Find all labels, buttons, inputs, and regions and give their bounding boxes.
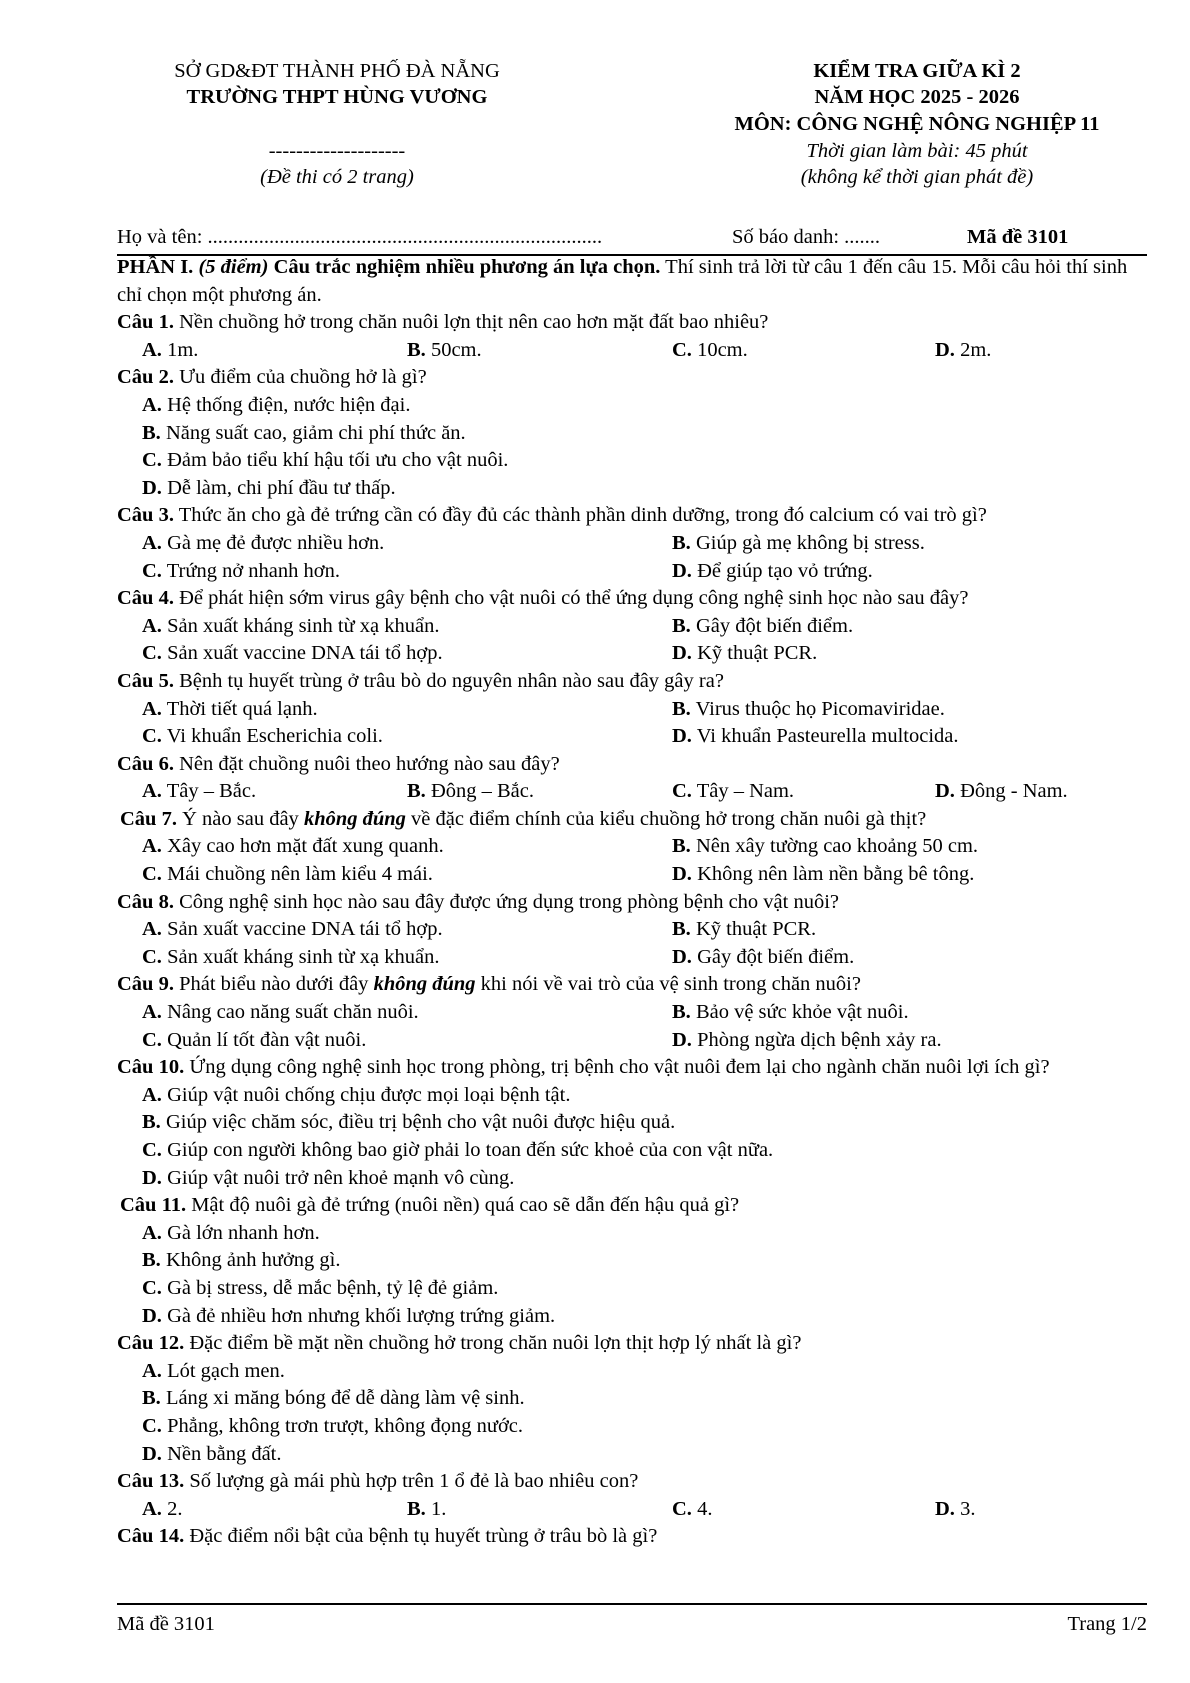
options-row [117, 861, 1152, 889]
answer-option[interactable] [672, 999, 909, 1027]
answer-option[interactable] [672, 640, 817, 668]
options-row [117, 1385, 1152, 1413]
answer-option[interactable] [142, 1305, 555, 1327]
part-points: (5 điểm) [198, 256, 269, 278]
option-letter: A. [142, 697, 162, 720]
options-row [117, 613, 1152, 641]
option-text: 1m. [167, 338, 199, 361]
page-footer [117, 1603, 1147, 1645]
option-text: Lót gạch men. [167, 1359, 285, 1382]
question-text: Số lượng gà mái phù hợp trên 1 ổ đẻ là bao nhiêu con? [189, 1470, 639, 1493]
option-letter: A. [142, 614, 162, 637]
answer-option[interactable] [672, 696, 945, 724]
question-text: Thức ăn cho gà đẻ trứng cần có đầy đủ các thành phần dinh dưỡng, trong đó calcium có vai trò gì? [178, 504, 987, 527]
option-text: Sản xuất kháng sinh từ xạ khuẩn. [167, 945, 440, 968]
answer-option[interactable] [142, 1387, 525, 1409]
option-letter: D. [672, 945, 692, 968]
question-text: Đặc điểm bề mặt nền chuồng hở trong chăn nuôi lợn thịt hợp lý nhất là gì? [189, 1332, 802, 1355]
option-letter: D. [935, 1497, 955, 1520]
question-text: Công nghệ sinh học nào sau đây được ứng dụng trong phòng bệnh cho vật nuôi? [179, 890, 840, 913]
option-text: Láng xi măng bóng để dễ dàng làm vệ sinh. [165, 1387, 525, 1410]
answer-option[interactable] [142, 944, 440, 972]
option-letter: B. [672, 1001, 691, 1024]
answer-option[interactable] [142, 337, 198, 365]
question-stem [117, 585, 1152, 613]
question-text: Nền chuồng hở trong chăn nuôi lợn thịt nên cao hơn mặt đất bao nhiêu? [179, 311, 769, 334]
answer-option[interactable] [672, 861, 974, 889]
option-letter: C. [142, 559, 162, 582]
answer-option[interactable] [672, 530, 925, 558]
question-text: Phát biểu nào dưới đây [179, 973, 374, 996]
options-row [117, 999, 1152, 1027]
answer-option[interactable] [672, 1027, 942, 1055]
question-text: Để phát hiện sớm virus gây bệnh cho vật nuôi có thể ứng dụng công nghệ sinh học nào sau đây? [179, 587, 969, 610]
page-count-note: (Đề thi có 2 trang) [260, 166, 414, 188]
subject: MÔN: CÔNG NGHỆ NÔNG NGHIỆP 11 [734, 113, 1100, 135]
option-text: Giúp vật nuôi chống chịu được mọi loại bệnh tật. [167, 1083, 571, 1106]
question-text: Nên đặt chuồng nuôi theo hướng nào sau đây? [179, 752, 560, 775]
answer-option[interactable] [142, 477, 396, 499]
option-text: Phẳng, không trơn trượt, không đọng nước. [167, 1414, 524, 1437]
option-text: Không ảnh hưởng gì. [165, 1249, 341, 1272]
answer-option[interactable] [142, 696, 318, 724]
answer-option[interactable] [672, 723, 959, 751]
answer-option[interactable] [142, 1084, 570, 1106]
option-letter: A. [142, 835, 162, 858]
question-text: Bệnh tụ huyết trùng ở trâu bò do nguyên nhân nào sau đây gây ra? [179, 669, 724, 692]
options-row [117, 1303, 1152, 1331]
option-text: Gà lớn nhanh hơn. [167, 1221, 320, 1244]
option-text: Tây – Nam. [696, 780, 795, 803]
question-stem [117, 971, 1152, 999]
option-text: Giúp gà mẹ không bị stress. [695, 531, 925, 554]
answer-option[interactable] [142, 530, 384, 558]
option-text: Đông - Nam. [960, 780, 1068, 803]
question-body [117, 254, 1152, 1551]
option-letter: D. [935, 780, 955, 803]
answer-option[interactable] [142, 1139, 773, 1161]
option-text: Năng suất cao, giảm chi phí thức ăn. [165, 421, 466, 444]
option-text: Virus thuộc họ Picomaviridae. [695, 697, 945, 720]
question-text: Ý nào sau đây [182, 807, 304, 830]
options-row [117, 1441, 1152, 1469]
option-letter: C. [142, 642, 162, 665]
answer-option[interactable] [142, 1443, 281, 1465]
part-description: Thí sinh trả lời từ câu 1 đến câu 15. Mỗi câu hỏi thí sinh chỉ chọn một phương án. [117, 256, 1128, 306]
option-letter: B. [672, 531, 691, 554]
option-letter: B. [142, 421, 161, 444]
student-info-row [117, 224, 1147, 256]
answer-option[interactable] [672, 558, 873, 586]
question-stem [117, 1054, 1152, 1082]
answer-option[interactable] [142, 833, 444, 861]
option-text: Kỹ thuật PCR. [695, 918, 817, 941]
option-letter: B. [672, 614, 691, 637]
options-row [117, 1165, 1152, 1193]
options-row [117, 475, 1152, 503]
department-name: SỞ GD&ĐT THÀNH PHỐ ĐÀ NẴNG [174, 60, 500, 82]
options-row [117, 833, 1152, 861]
option-letter: C. [142, 449, 162, 472]
option-letter: B. [672, 835, 691, 858]
answer-option[interactable] [142, 999, 419, 1027]
answer-option[interactable] [672, 778, 794, 806]
options-row [117, 944, 1152, 972]
answer-option[interactable] [142, 558, 340, 586]
options-row [117, 447, 1152, 475]
option-text: Nền bằng đất. [167, 1442, 282, 1465]
option-text: Hệ thống điện, nước hiện đại. [167, 393, 411, 416]
answer-option[interactable] [407, 337, 482, 365]
option-text: Đông – Bắc. [430, 780, 534, 803]
option-text: Đảm bảo tiểu khí hậu tối ưu cho vật nuôi. [167, 449, 509, 472]
option-text: Giúp vật nuôi trở nên khoẻ mạnh vô cùng. [167, 1166, 515, 1189]
option-text: 10cm. [697, 338, 748, 361]
option-text: Kỹ thuật PCR. [697, 642, 818, 665]
question-label: Câu 3. [117, 504, 174, 527]
options-row [117, 392, 1152, 420]
exam-title: KIỂM TRA GIỮA KÌ 2 [813, 60, 1021, 82]
option-letter: D. [672, 1028, 692, 1051]
option-letter: B. [672, 918, 691, 941]
options-row [117, 1247, 1152, 1275]
answer-option[interactable] [935, 778, 1068, 806]
option-letter: A. [142, 393, 162, 416]
question-label: Câu 5. [117, 669, 174, 692]
options-row [117, 1358, 1152, 1386]
question-label: Câu 11. [120, 1194, 187, 1217]
option-letter: C. [142, 1414, 162, 1437]
answer-option[interactable] [142, 1415, 523, 1437]
duration-note: (không kể thời gian phát đề) [800, 166, 1034, 188]
question-text: về đặc điểm chính của kiểu chuồng hở trong chăn nuôi gà thịt? [405, 807, 927, 830]
answer-option[interactable] [672, 944, 854, 972]
options-row [117, 530, 1152, 558]
option-text: 1. [430, 1497, 447, 1520]
option-letter: D. [672, 559, 692, 582]
answer-option[interactable] [142, 1360, 285, 1382]
option-letter: D. [935, 338, 955, 361]
options-row [117, 1220, 1152, 1248]
options-row [117, 1496, 1152, 1524]
answer-option[interactable] [142, 1496, 182, 1524]
exam-code: Mã đề 3101 [967, 226, 1069, 248]
option-text: Gây đột biến điểm. [695, 614, 854, 637]
answer-option[interactable] [935, 1496, 975, 1524]
question-stem [117, 1523, 1152, 1551]
option-letter: B. [407, 780, 426, 803]
option-letter: C. [142, 1139, 162, 1161]
option-letter: A. [142, 1359, 162, 1382]
answer-option[interactable] [672, 337, 748, 365]
question-label: Câu 10. [117, 1056, 185, 1079]
option-letter: D. [672, 642, 692, 665]
question-emphasis: không đúng [303, 807, 406, 830]
option-text: Xây cao hơn mặt đất xung quanh. [167, 835, 444, 858]
question-label: Câu 4. [117, 587, 174, 610]
answer-option[interactable] [672, 1496, 712, 1524]
options-row [117, 1413, 1152, 1441]
answer-option[interactable] [142, 613, 440, 641]
question-text: Đặc điểm nổi bật của bệnh tụ huyết trùng ở trâu bò là gì? [189, 1525, 658, 1548]
question-label: Câu 2. [117, 366, 174, 389]
option-text: Gà mẹ đẻ được nhiều hơn. [167, 531, 385, 554]
option-letter: C. [142, 863, 162, 886]
student-name-field[interactable]: Họ và tên: ............................................................................. [117, 226, 603, 248]
answer-option[interactable] [142, 640, 443, 668]
question-label: Câu 1. [117, 311, 174, 334]
option-text: Để giúp tạo vỏ trứng. [697, 559, 873, 582]
options-row [117, 1109, 1152, 1137]
answer-option[interactable] [142, 1277, 498, 1299]
option-text: Sản xuất vaccine DNA tái tổ hợp. [167, 918, 443, 941]
options-row [117, 337, 1152, 365]
question-emphasis: không đúng [373, 973, 476, 996]
option-letter: A. [142, 1083, 162, 1106]
option-text: 4. [697, 1497, 713, 1520]
options-row [117, 558, 1152, 586]
options-row [117, 696, 1152, 724]
answer-option[interactable] [935, 337, 991, 365]
options-row [117, 1137, 1152, 1165]
answer-option[interactable] [142, 723, 383, 751]
option-letter: A. [142, 1221, 162, 1244]
option-text: Vi khuẩn Pasteurella multocida. [696, 725, 959, 748]
options-row [117, 420, 1152, 448]
question-stem [117, 806, 1152, 834]
option-letter: D. [672, 725, 692, 748]
option-text: Tây – Bắc. [166, 780, 257, 803]
option-text: Dễ làm, chi phí đầu tư thấp. [167, 476, 396, 499]
question-text: Ứng dụng công nghệ sinh học trong phòng, trị bệnh cho vật nuôi đem lại cho ngành chăn nuôi lợi ích gì? [189, 1056, 1050, 1079]
answer-option[interactable] [142, 1111, 675, 1133]
option-letter: D. [142, 476, 162, 499]
option-letter: B. [672, 697, 691, 720]
options-row [117, 916, 1152, 944]
question-stem [117, 309, 1152, 337]
option-letter: D. [142, 1304, 162, 1327]
answer-option[interactable] [142, 1167, 514, 1189]
answer-option[interactable] [142, 778, 256, 806]
option-letter: B. [407, 1497, 426, 1520]
question-label: Câu 7. [120, 807, 177, 830]
option-text: 3. [960, 1497, 976, 1520]
option-letter: D. [672, 863, 692, 886]
option-text: 50cm. [430, 338, 482, 361]
option-letter: A. [142, 1497, 162, 1520]
question-stem [117, 502, 1152, 530]
option-text: Quản lí tốt đàn vật nuôi. [167, 1028, 367, 1051]
option-letter: B. [142, 1387, 161, 1410]
question-stem [117, 364, 1152, 392]
option-letter: C. [672, 338, 692, 361]
duration: Thời gian làm bài: 45 phút [806, 140, 1028, 162]
option-text: Giúp việc chăm sóc, điều trị bệnh cho vật nuôi được hiệu quả. [165, 1111, 676, 1134]
option-text: Nên xây tường cao khoảng 50 cm. [695, 835, 979, 858]
option-letter: C. [142, 945, 162, 968]
option-text: Nâng cao năng suất chăn nuôi. [167, 1001, 419, 1024]
option-letter: A. [142, 338, 162, 361]
question-stem [117, 1192, 1152, 1220]
answer-option[interactable] [142, 916, 443, 944]
option-text: Giúp con người không bao giờ phải lo toan đến sức khoẻ của con vật nữa. [167, 1139, 774, 1161]
question-stem [117, 1330, 1152, 1358]
answer-option[interactable] [142, 1222, 320, 1244]
answer-option[interactable] [407, 778, 534, 806]
options-row [117, 1027, 1152, 1055]
question-label: Câu 6. [117, 752, 174, 775]
option-text: Sản xuất vaccine DNA tái tổ hợp. [167, 642, 443, 665]
option-letter: C. [672, 1497, 692, 1520]
options-row [117, 723, 1152, 751]
option-letter: C. [142, 1028, 162, 1051]
option-letter: D. [142, 1442, 162, 1465]
options-row [117, 640, 1152, 668]
option-letter: A. [142, 918, 162, 941]
option-text: Mái chuồng nên làm kiểu 4 mái. [167, 863, 433, 886]
option-text: Gây đột biến điểm. [697, 945, 855, 968]
option-text: 2m. [960, 338, 992, 361]
option-letter: A. [142, 780, 162, 803]
question-label: Câu 8. [117, 890, 174, 913]
answer-option[interactable] [672, 916, 816, 944]
footer-exam-code: Mã đề 3101 [117, 1613, 215, 1635]
question-stem [117, 668, 1152, 696]
option-letter: A. [142, 1001, 162, 1024]
option-text: Phòng ngừa dịch bệnh xảy ra. [697, 1028, 942, 1051]
option-text: Không nên làm nền bằng bê tông. [697, 863, 975, 886]
options-row [117, 778, 1152, 806]
answer-option[interactable] [142, 1027, 366, 1055]
question-label: Câu 13. [117, 1470, 185, 1493]
option-letter: B. [407, 338, 426, 361]
answer-option[interactable] [142, 449, 508, 471]
question-stem [117, 751, 1152, 779]
exam-header [117, 58, 1150, 203]
exam-page [117, 0, 1150, 1683]
candidate-number-field[interactable]: Số báo danh: ....... [732, 226, 881, 248]
option-text: Vi khuẩn Escherichia coli. [166, 725, 383, 748]
answer-option[interactable] [142, 1249, 341, 1271]
option-text: Thời tiết quá lạnh. [166, 697, 318, 720]
option-text: Gà bị stress, dễ mắc bệnh, tỷ lệ đẻ giảm. [167, 1276, 499, 1299]
answer-option[interactable] [142, 394, 410, 416]
answer-option[interactable] [672, 613, 853, 641]
option-text: Gà đẻ nhiều hơn nhưng khối lượng trứng giảm. [167, 1304, 556, 1327]
answer-option[interactable] [142, 422, 466, 444]
option-letter: B. [142, 1249, 161, 1272]
option-text: Bảo vệ sức khỏe vật nuôi. [695, 1001, 909, 1024]
options-row [117, 1082, 1152, 1110]
option-letter: C. [672, 780, 692, 803]
header-divider: -------------------- [268, 140, 406, 162]
question-label: Câu 9. [117, 973, 174, 996]
question-label: Câu 14. [117, 1525, 185, 1548]
part-1-intro [117, 254, 1152, 309]
option-letter: D. [142, 1166, 162, 1189]
option-text: Sản xuất kháng sinh từ xạ khuẩn. [167, 614, 440, 637]
question-label: Câu 12. [117, 1332, 185, 1355]
school-name: TRƯỜNG THPT HÙNG VƯƠNG [186, 86, 488, 108]
part-heading: Câu trắc nghiệm nhiều phương án lựa chọn. [273, 256, 661, 278]
option-letter: C. [142, 1276, 162, 1299]
page-number: Trang 1/2 [1067, 1613, 1147, 1635]
school-year: NĂM HỌC 2025 - 2026 [814, 86, 1020, 108]
option-letter: A. [142, 531, 162, 554]
question-stem [117, 889, 1152, 917]
option-letter: B. [142, 1111, 161, 1134]
options-row [117, 1275, 1152, 1303]
answer-option[interactable] [142, 861, 433, 889]
part-title: PHẦN I. [117, 256, 194, 278]
answer-option[interactable] [672, 833, 978, 861]
question-text: khi nói về vai trò của vệ sinh trong chăn nuôi? [475, 973, 861, 996]
option-text: 2. [167, 1497, 183, 1520]
answer-option[interactable] [407, 1496, 446, 1524]
question-stem [117, 1468, 1152, 1496]
question-text: Mật độ nuôi gà đẻ trứng (nuôi nền) quá cao sẽ dẫn đến hậu quả gì? [191, 1194, 740, 1217]
option-text: Trứng nở nhanh hơn. [166, 559, 340, 582]
option-letter: C. [142, 725, 162, 748]
question-text: Ưu điểm của chuồng hở là gì? [179, 366, 427, 389]
